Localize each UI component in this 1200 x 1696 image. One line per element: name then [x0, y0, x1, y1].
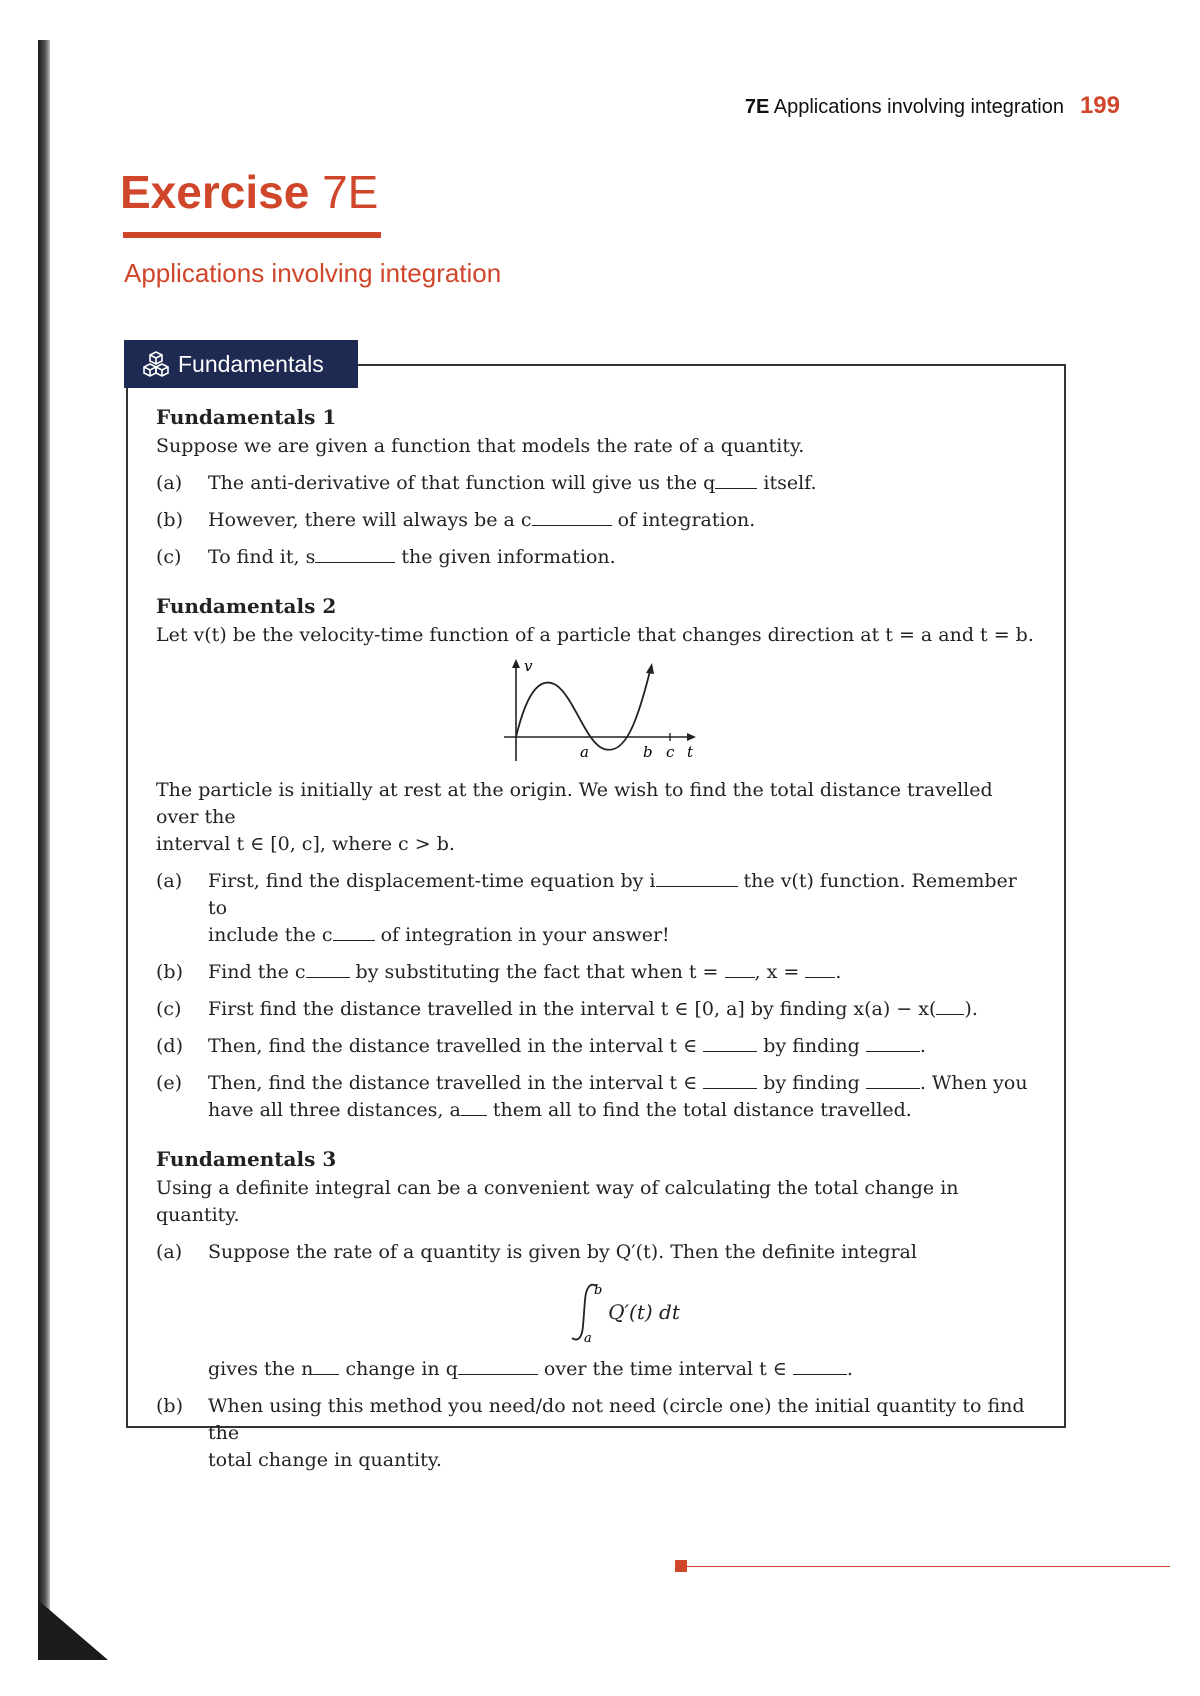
- t-axis-arrow: [687, 733, 696, 741]
- answer-blank[interactable]: [936, 996, 964, 1015]
- item-label: (a): [156, 472, 183, 494]
- f2-item-b: [156, 959, 1040, 986]
- f1-c-text: To find it, s: [208, 546, 316, 568]
- f2-a-text-2: the v(t) function. Remember to: [208, 870, 1017, 919]
- f2-intro: Let v(t) be the velocity-time function of a particle that changes direction at t = a and t = b.: [156, 624, 1034, 646]
- answer-blank[interactable]: [725, 959, 755, 978]
- integral-upper: b: [594, 1283, 603, 1298]
- item-label: (a): [156, 1241, 183, 1263]
- answer-blank[interactable]: [703, 1070, 757, 1089]
- f1-b-text: However, there will always be a c: [208, 509, 532, 531]
- f2-b-text-4: .: [835, 961, 842, 983]
- f1-item-c: [156, 544, 1040, 571]
- f2-body-2: interval t ∈ [0, c], where c > b.: [156, 833, 455, 855]
- fundamentals-2: [156, 593, 1040, 1124]
- answer-blank[interactable]: [458, 1356, 538, 1375]
- f2-a-text-3: include the c: [208, 924, 333, 946]
- f1-intro: Suppose we are given a function that models the rate of a quantity.: [156, 435, 805, 457]
- integrand: Q′(t) dt: [608, 1299, 680, 1324]
- b-label: b: [643, 743, 653, 761]
- f2-a-text-4: of integration in your answer!: [380, 924, 670, 946]
- f3-heading: Fundamentals 3: [156, 1147, 337, 1171]
- f3-a-text-5: .: [846, 1358, 853, 1380]
- f2-e-text-2: by finding: [763, 1072, 860, 1094]
- f3-item-b: [156, 1393, 1040, 1474]
- f3-intro: Using a definite integral can be a convenient way of calculating the total change in quantity.: [156, 1177, 959, 1226]
- f2-body-1: The particle is initially at rest at the origin. We wish to find the total distance travelled over the: [156, 779, 993, 828]
- integral-lower: a: [584, 1331, 592, 1344]
- answer-blank[interactable]: [313, 1356, 339, 1375]
- c-label: c: [666, 743, 675, 761]
- velocity-time-graph: [494, 657, 704, 767]
- f3-b-text-2: total change in quantity.: [208, 1449, 442, 1471]
- answer-blank[interactable]: [532, 507, 612, 526]
- answer-blank[interactable]: [866, 1033, 920, 1052]
- f1-b-post: of integration.: [617, 509, 756, 531]
- f2-e-text-5: them all to find the total distance travelled.: [492, 1099, 912, 1121]
- a-label: a: [580, 743, 589, 761]
- exercise-code: 7E: [322, 166, 379, 218]
- definite-integral: [208, 1280, 1040, 1344]
- title-rule: [123, 232, 381, 238]
- v-label: v: [524, 657, 533, 675]
- velocity-curve: [516, 671, 650, 750]
- item-label: (e): [156, 1072, 183, 1094]
- t-label: t: [687, 743, 694, 761]
- f3-a-text-4: over the time interval t ∈: [543, 1358, 787, 1380]
- item-label: (b): [156, 509, 183, 531]
- f3-a-text-2: gives the n: [208, 1358, 314, 1380]
- f2-item-a: [156, 868, 1040, 949]
- binding-shadow: [38, 40, 50, 1660]
- f3-b-text: When using this method you need/do not need (circle one) the initial quantity to find the: [208, 1395, 1025, 1444]
- f2-item-c: [156, 996, 1040, 1023]
- answer-blank[interactable]: [315, 544, 395, 563]
- answer-blank[interactable]: [715, 470, 757, 489]
- f1-a-text: The anti-derivative of that function will give us the q: [208, 472, 716, 494]
- f2-b-text: Find the c: [208, 961, 306, 983]
- integral-sign: [568, 1280, 608, 1344]
- curve-arrow: [646, 663, 654, 674]
- f1-item-b: [156, 507, 1040, 534]
- page-number: 199: [1079, 92, 1120, 119]
- f3-a-text-3: change in q: [345, 1358, 458, 1380]
- f2-heading: Fundamentals 2: [156, 594, 337, 618]
- fundamentals-3: [156, 1146, 1040, 1474]
- answer-blank[interactable]: [461, 1097, 487, 1116]
- v-axis-arrow: [512, 659, 520, 668]
- answer-blank[interactable]: [703, 1033, 757, 1052]
- fundamentals-tab-label: Fundamentals: [178, 350, 324, 377]
- item-label: (a): [156, 870, 183, 892]
- answer-blank[interactable]: [656, 868, 738, 887]
- answer-blank[interactable]: [866, 1070, 920, 1089]
- f2-a-text: First, find the displacement-time equation by i: [208, 870, 656, 892]
- exercise-title: [120, 165, 378, 219]
- answer-blank[interactable]: [306, 959, 350, 978]
- f2-item-d: [156, 1033, 1040, 1060]
- header-section: 7E: [744, 96, 770, 118]
- f2-d-text-2: by finding: [763, 1035, 860, 1057]
- f2-e-text: Then, find the distance travelled in the interval t ∈: [208, 1072, 698, 1094]
- running-header: [745, 92, 1120, 120]
- answer-blank[interactable]: [793, 1356, 847, 1375]
- fundamentals-tab: [124, 340, 358, 388]
- answer-blank[interactable]: [805, 959, 835, 978]
- fundamentals-content: [156, 404, 1040, 1484]
- item-label: (d): [156, 1035, 183, 1057]
- f2-item-e: [156, 1070, 1040, 1124]
- f2-b-text-3: , x =: [754, 961, 800, 983]
- item-label: (b): [156, 961, 183, 983]
- footer-rule: [680, 1566, 1170, 1567]
- f2-e-text-4: have all three distances, a: [208, 1099, 461, 1121]
- binding-corner: [38, 1600, 108, 1660]
- header-section-title: Applications involving integration: [773, 96, 1064, 118]
- f1-item-a: [156, 470, 1040, 497]
- item-label: (c): [156, 546, 182, 568]
- f3-item-a: [156, 1239, 1040, 1383]
- item-label: (c): [156, 998, 182, 1020]
- f2-e-text-3: . When you: [919, 1072, 1028, 1094]
- f1-c-post: the given information.: [401, 546, 616, 568]
- f1-heading: Fundamentals 1: [156, 405, 337, 429]
- exercise-word: Exercise: [120, 166, 310, 218]
- f3-a-text: Suppose the rate of a quantity is given by Q′(t). Then the definite integral: [208, 1241, 917, 1263]
- item-label: (b): [156, 1395, 183, 1417]
- f1-a-post: itself.: [763, 472, 817, 494]
- f2-b-text-2: by substituting the fact that when t =: [355, 961, 719, 983]
- exercise-subtitle: Applications involving integration: [124, 258, 502, 288]
- answer-blank[interactable]: [333, 922, 375, 941]
- fundamentals-1: [156, 404, 1040, 571]
- cubes-icon: [142, 350, 170, 378]
- f2-c-text-2: ).: [964, 998, 978, 1020]
- f2-d-text-3: .: [919, 1035, 926, 1057]
- f2-c-text: First find the distance travelled in the interval t ∈ [0, a] by finding x(a) − x(: [208, 998, 937, 1020]
- f2-d-text: Then, find the distance travelled in the interval t ∈: [208, 1035, 698, 1057]
